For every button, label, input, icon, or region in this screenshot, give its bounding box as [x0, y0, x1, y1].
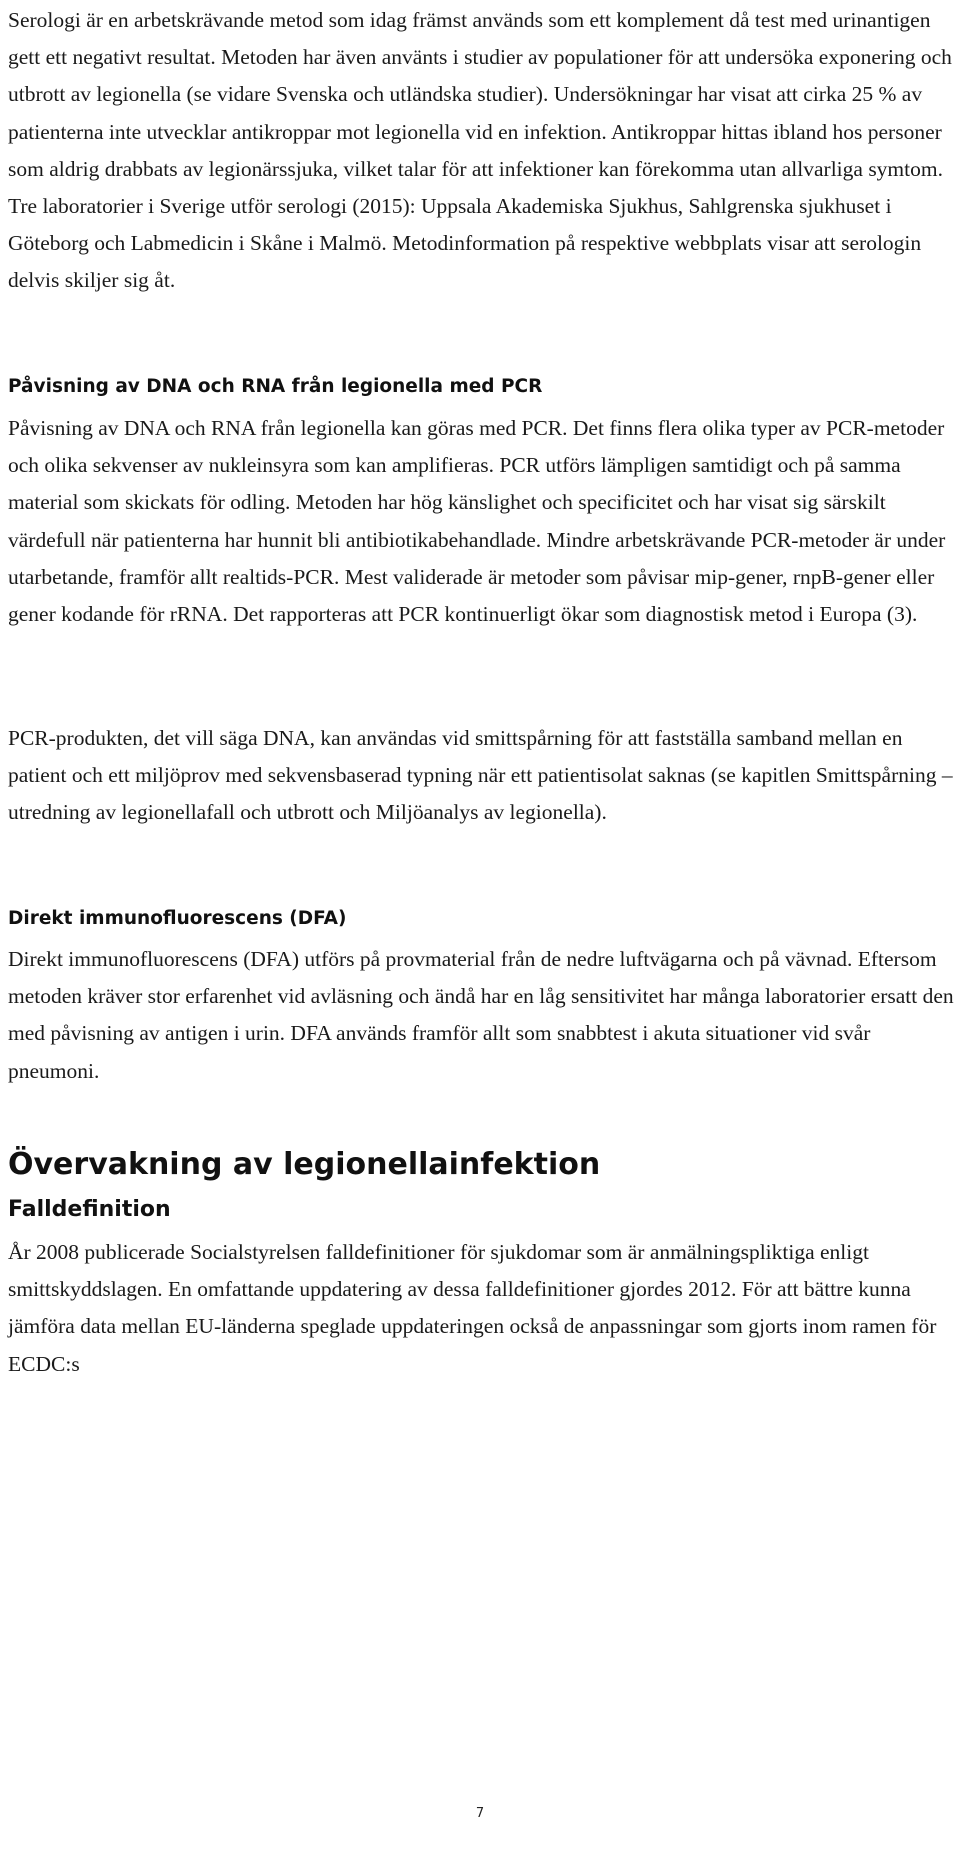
falldefinition-heading-block: [8, 1195, 954, 1225]
falldefinition-section: [8, 1234, 954, 1383]
paragraph-pcr-1: Påvisning av DNA och RNA från legionella kan göras med PCR. Det finns flera olika typer av PCR-metoder och olika sekvenser av nukleinsyra som kan amplifieras. PCR utförs lämpligen samtidigt och på samma material som skickats för odling. Metoden har hög känslighet och specificitet och har visat sig särskilt värdefull när patienterna har hunnit bli antibiotikabehandlade. Mindre arbetskrävande PCR-metoder är under utarbetande, framför allt realtids-PCR. Mest validerade är metoder som påvisar mip-gener, rnpB-gener eller gener kodande för rRNA. Det rapporteras att PCR kontinuerligt ökar som diagnostisk metod i Europa (3).: [8, 416, 946, 627]
serologi-section: [8, 2, 954, 300]
dfa-section: [8, 941, 954, 1090]
page-number: 7: [475, 1806, 485, 1821]
heading-dfa: Direkt immunofluorescens (DFA): [8, 908, 347, 929]
pcr-section-2: [8, 720, 954, 832]
paragraph-falldefinition: År 2008 publicerade Socialstyrelsen falldefinitioner för sjukdomar som är anmälningspliktiga enligt smittskyddslagen. En omfattande uppdatering av dessa falldefinitioner gjordes 2012. För att bättre kunna jämföra data mellan EU-länderna speglade uppdateringen också de anpassningar som gjorts inom ramen för ECDC:s: [8, 1240, 937, 1376]
paragraph-dfa: Direkt immunofluorescens (DFA) utförs på provmaterial från de nedre luftvägarna och på vävnad. Eftersom metoden kräver stor erfarenhet vid avläsning och ändå har en låg sensitivitet har många laboratorier ersatt den med påvisning av antigen i urin. DFA används framför allt som snabbtest i akuta situationer vid svår pneumoni.: [8, 947, 954, 1083]
paragraph-pcr-2: PCR-produkten, det vill säga DNA, kan användas vid smittspårning för att fastställa samband mellan en patient och ett miljöprov med sekvensbaserad typning när ett patientisolat saknas (se kapitlen Smittspårning – utredning av legionellafall och utbrott och Miljöanalys av legionella).: [8, 726, 953, 825]
paragraph-serologi: Serologi är en arbetskrävande metod som idag främst används som ett komplement då test med urinantigen gett ett negativt resultat. Metoden har även använts i studier av populationer för att undersöka exponering och utbrott av legionella (se vidare Svenska och utländska studier). Undersökningar har visat att cirka 25 % av patienterna inte utvecklar antikroppar mot legionella vid en infektion. Antikroppar hittas ibland hos personer som aldrig drabbats av legionärssjuka, vilket talar för att infektioner kan förekomma utan allvarliga symtom. Tre laboratorier i Sverige utför serologi (2015): Uppsala Akademiska Sjukhus, Sahlgrenska sjukhuset i Göteborg och Labmedicin i Skåne i Malmö. Metodinformation på respektive webbplats visar att serologin delvis skiljer sig åt.: [8, 8, 952, 293]
pcr-section: [8, 410, 954, 633]
heading-falldefinition: Falldefinition: [8, 1197, 171, 1222]
overvakning-heading-block: [8, 1145, 954, 1185]
dfa-heading-block: [8, 906, 954, 932]
heading-overvakning: Övervakning av legionellainfektion: [8, 1147, 601, 1182]
pcr-heading-block: [8, 374, 954, 400]
heading-pcr: Påvisning av DNA och RNA från legionella med PCR: [8, 376, 543, 397]
